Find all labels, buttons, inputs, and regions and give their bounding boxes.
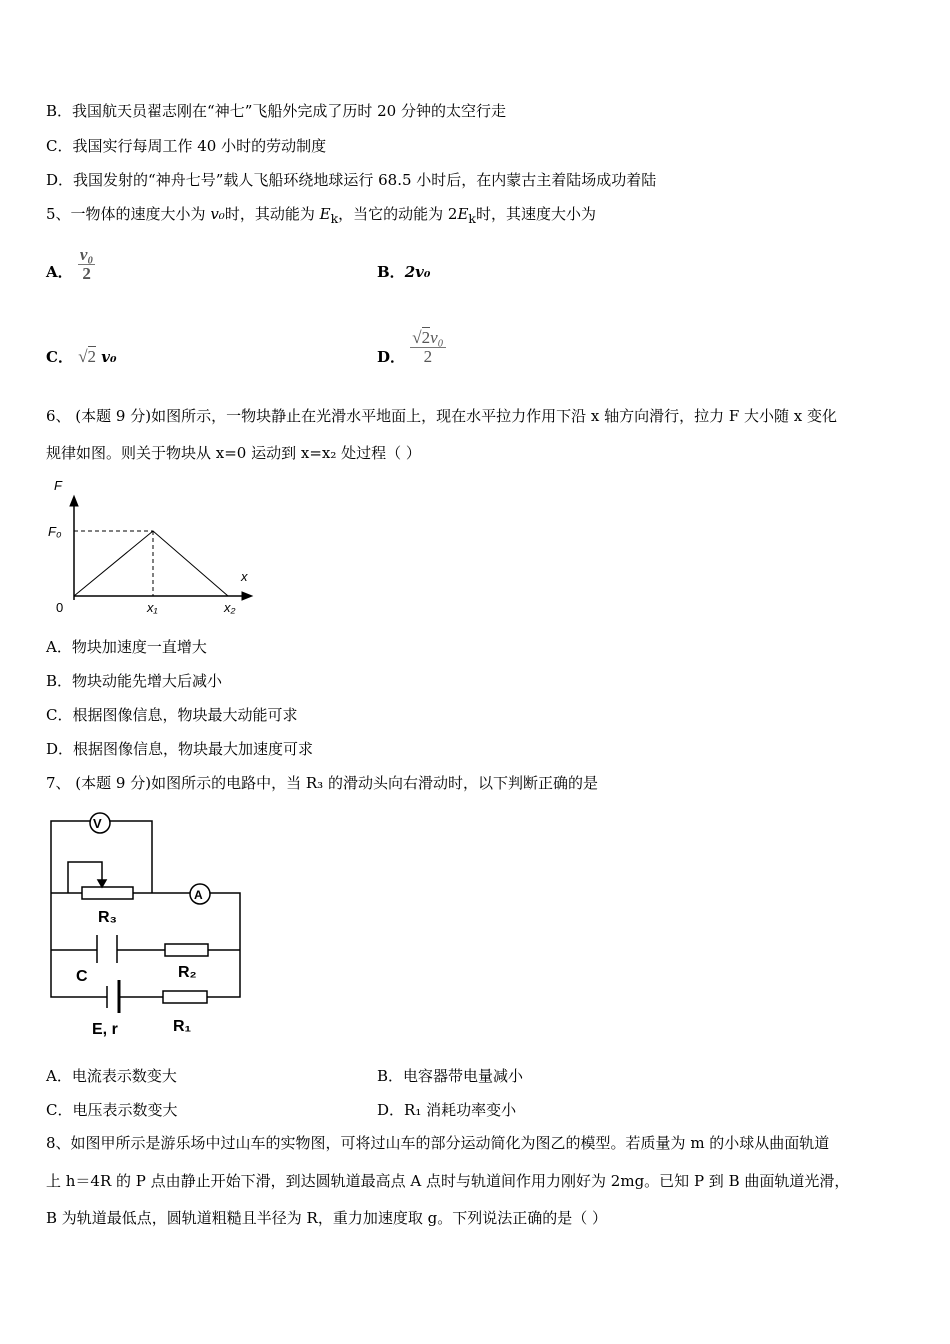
x-label: x [241, 569, 248, 584]
q8-line1: 8、如图甲所示是游乐场中过山车的实物图，可将过山车的部分运动简化为图乙的模型。若质量为 m 的小球从曲面轨道 [46, 1134, 830, 1152]
x1-label: x₁ [147, 600, 158, 615]
resistor-r3 [82, 887, 133, 899]
slider-arrow [98, 880, 106, 887]
x-axis-arrow [242, 592, 252, 600]
q5-option-c: C． √2 v₀ [46, 347, 117, 366]
q5-option-b: B．2v₀ [377, 263, 431, 281]
r1-label: R₁ [173, 1018, 192, 1035]
q4-option-b: B．我国航天员翟志刚在“神七”飞船外完成了历时 20 分钟的太空行走 [46, 102, 506, 120]
voltmeter-label: V [93, 816, 102, 831]
r2-label: R₂ [178, 964, 197, 981]
q6-option-d: D．根据图像信息，物块最大加速度可求 [46, 740, 314, 758]
q5-stem: 5、一物体的速度大小为 v₀时，其动能为 $E_k$，当它的动能为 $2E_k$时，其速度大小为 [46, 205, 596, 226]
q7-option-a: A．电流表示数变大 [46, 1067, 177, 1085]
origin-label: 0 [56, 600, 64, 615]
q7-option-b: B．电容器带电量减小 [377, 1067, 524, 1085]
ammeter-label: A [194, 888, 203, 902]
q8-line3: B 为轨道最低点，圆轨道粗糙且半径为 R，重力加速度取 g。下列说法正确的是（ ） [46, 1209, 607, 1227]
q5-option-a: A． $\frac{\text{v₀}}{2}$ [46, 244, 94, 283]
q6-option-a: A．物块加速度一直增大 [46, 638, 207, 656]
force-line [74, 531, 228, 596]
q4-option-c: C．我国实行每周工作 40 小时的劳动制度 [46, 137, 327, 155]
battery-label: E, r [92, 1021, 118, 1038]
q6-stem-line1: 6、 (本题 9 分)如图所示，一物块静止在光滑水平地面上，现在水平拉力作用下沿 x 轴方向滑行，拉力 F 大小随 x 变化 [46, 407, 838, 425]
resistor-r1 [163, 991, 207, 1003]
y-label: F [54, 478, 62, 493]
circuit-diagram [51, 813, 240, 1038]
resistor-r2 [165, 944, 208, 956]
q7-option-d: D．R₁ 消耗功率变小 [377, 1101, 517, 1119]
q4-option-d: D．我国发射的“神舟七号”载人飞船环绕地球运行 68.5 小时后，在内蒙古主着陆场成功着陆 [46, 171, 657, 189]
c-label: C [76, 968, 88, 985]
y-axis-arrow [70, 496, 78, 506]
q6-option-b: B．物块动能先增大后减小 [46, 672, 223, 690]
r3-label: R₃ [98, 909, 117, 926]
q7-option-c: C．电压表示数变大 [46, 1101, 178, 1119]
q6-option-c: C．根据图像信息，物块最大动能可求 [46, 706, 298, 724]
f0-label: F₀ [48, 524, 62, 539]
q5-option-d: D． $\frac{\text{√2v₀}}{2}$ [377, 327, 444, 366]
q6-stem-line2: 规律如图。则关于物块从 x=0 运动到 x=x₂ 处过程（ ） [46, 444, 421, 462]
x2-label: x₂ [224, 600, 236, 615]
q8-line2: 上 h＝4R 的 P 点由静止开始下滑，到达圆轨道最高点 A 点时与轨道间作用力刚好为 2mg。已知 P 到 B 曲面轨道光滑， [46, 1172, 850, 1190]
force-graph [48, 478, 252, 615]
q7-stem: 7、 (本题 9 分)如图所示的电路中，当 R₃ 的滑动头向右滑动时，以下判断正确的是 [46, 774, 598, 792]
